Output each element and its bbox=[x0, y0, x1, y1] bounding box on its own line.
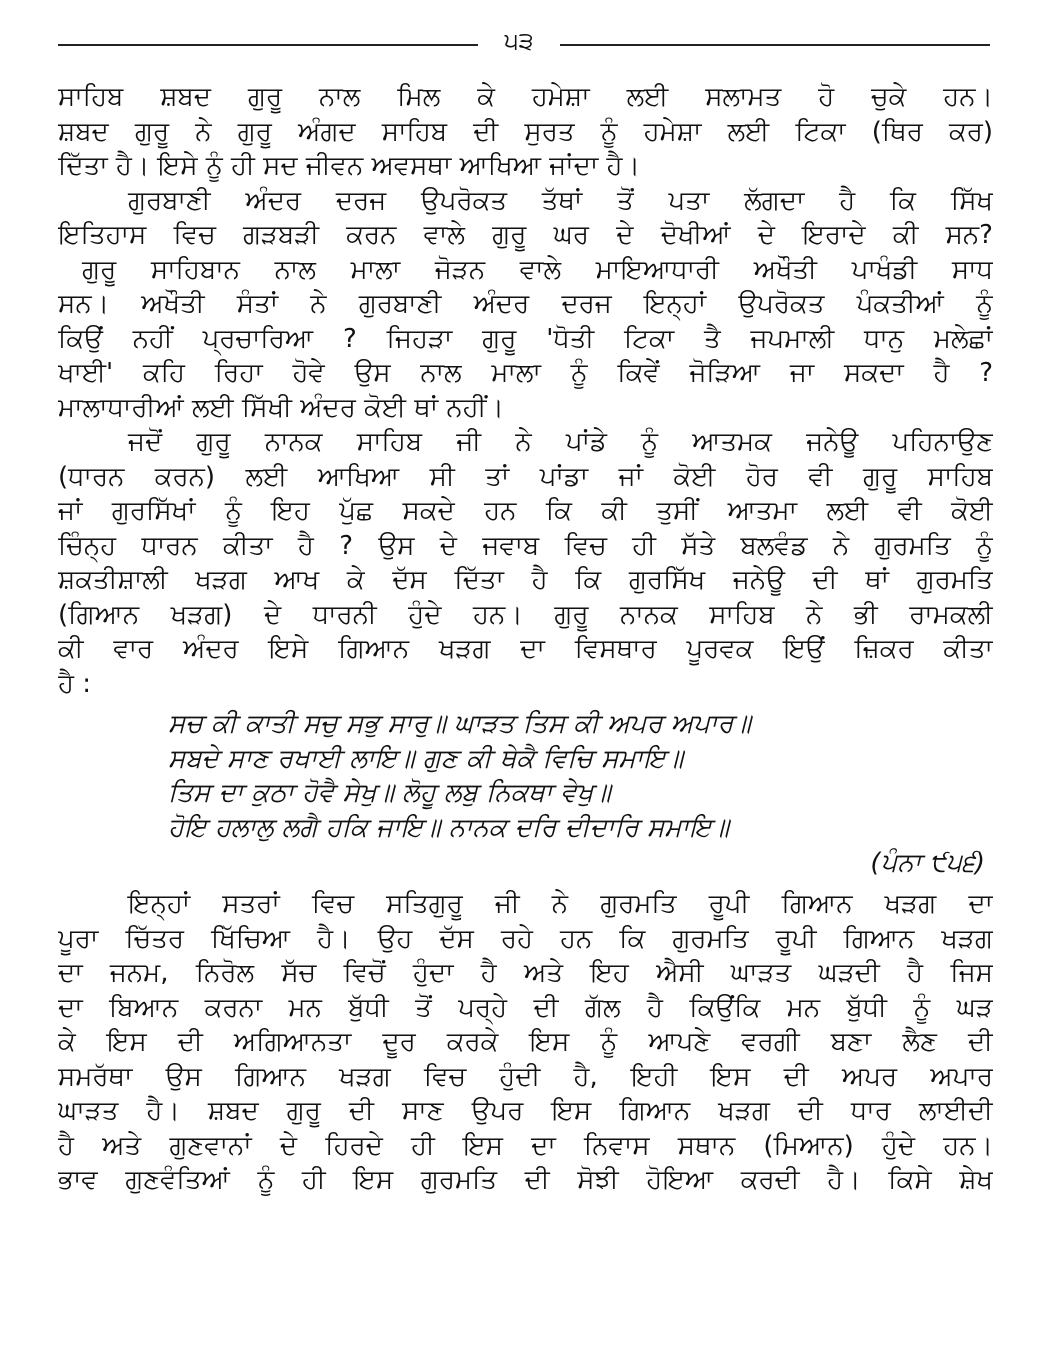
paragraph-5 bbox=[58, 887, 993, 1198]
text-line: ਗੁਰੂ ਸਾਹਿਬਾਨ ਨਾਲ ਮਾਲਾ ਜੋੜਨ ਵਾਲੇ ਮਾਇਆਧਾਰੀ ਅਖੌਤੀ ਪਾਖੰਡੀ ਸਾਧ bbox=[82, 254, 993, 285]
verse-line: ਹੋਇ ਹਲਾਲੁ ਲਗੈ ਹਕਿ ਜਾਇ॥ ਨਾਨਕ ਦਰਿ ਦੀਦਾਰਿ ਸਮਾਇ॥ bbox=[168, 812, 730, 843]
paragraph-2 bbox=[58, 184, 993, 253]
text-line: ਕਿਉਂ ਨਹੀਂ ਪ੍ਰਚਾਰਿਆ ? ਜਿਹੜਾ ਗੁਰੂ 'ਧੋਤੀ ਟਿਕਾ ਤੈ ਜਪਮਾਲੀ ਧਾਨੁ ਮਲੇਛਾਂ bbox=[58, 323, 993, 354]
header-rule-right bbox=[560, 44, 990, 46]
text-line: ਜਦੋਂ ਗੁਰੂ ਨਾਨਕ ਸਾਹਿਬ ਜੀ ਨੇ ਪਾਂਡੇ ਨੂੰ ਆਤਮਕ ਜਨੇਊ ਪਹਿਨਾਉਣ bbox=[128, 427, 993, 457]
text-line: ਦਾ ਜਨਮ, ਨਿਰੋਲ ਸੱਚ ਵਿਚੋਂ ਹੁੰਦਾ ਹੈ ਅਤੇ ਇਹ ਐਸੀ ਘਾੜਤ ਘੜਦੀ ਹੈ ਜਿਸ bbox=[58, 958, 993, 988]
text-line: (ਗਿਆਨ ਖੜਗ) ਦੇ ਧਾਰਨੀ ਹੁੰਦੇ ਹਨ। ਗੁਰੂ ਨਾਨਕ ਸਾਹਿਬ ਨੇ ਭੀ ਰਾਮਕਲੀ bbox=[58, 599, 993, 630]
verse-line: ਸਬਦੇ ਸਾਣ ਰਖਾਈ ਲਾਇ॥ ਗੁਣ ਕੀ ਥੇਕੈ ਵਿਚਿ ਸਮਾਇ॥ bbox=[168, 743, 684, 774]
text-line: ਖਾਈ' ਕਹਿ ਰਿਹਾ ਹੋਵੇ ਉਸ ਨਾਲ ਮਾਲਾ ਨੂੰ ਕਿਵੇਂ ਜੋੜਿਆ ਜਾ ਸਕਦਾ ਹੈ ? bbox=[58, 358, 993, 388]
text-line: ਸਨ। ਅਖੌਤੀ ਸੰਤਾਂ ਨੇ ਗੁਰਬਾਣੀ ਅੰਦਰ ਦਰਜ ਇਨ੍ਹਾਂ ਉਪਰੋਕਤ ਪੰਕਤੀਆਂ ਨੂੰ bbox=[58, 289, 993, 319]
text-line: ਚਿੰਨ੍ਹ ਧਾਰਨ ਕੀਤਾ ਹੈ ? ਉਸ ਦੇ ਜਵਾਬ ਵਿਚ ਹੀ ਸੱਤੇ ਬਲਵੰਡ ਨੇ ਗੁਰਮਤਿ ਨੂੰ bbox=[58, 530, 993, 561]
text-line: ਹੈ : bbox=[58, 668, 91, 699]
verse-line: ਸਚ ਕੀ ਕਾਤੀ ਸਚੁ ਸਭੁ ਸਾਰੁ॥ ਘਾੜਤ ਤਿਸ ਕੀ ਅਪਰ ਅਪਾਰ॥ bbox=[168, 709, 751, 739]
text-line: ਪੂਰਾ ਚਿੱਤਰ ਖਿੱਚਿਆ ਹੈ। ਉਹ ਦੱਸ ਰਹੇ ਹਨ ਕਿ ਗੁਰਮਤਿ ਰੂਪੀ ਗਿਆਨ ਖੜਗ bbox=[58, 923, 993, 954]
text-line: ਸਾਹਿਬ ਸ਼ਬਦ ਗੁਰੂ ਨਾਲ ਮਿਲ ਕੇ ਹਮੇਸ਼ਾ ਲਈ ਸਲਾਮਤ ਹੋ ਚੁਕੇ ਹਨ। bbox=[58, 82, 993, 112]
page-number: ੫੩ bbox=[504, 27, 534, 55]
text-line: ਇਨ੍ਹਾਂ ਸਤਰਾਂ ਵਿਚ ਸਤਿਗੁਰੂ ਜੀ ਨੇ ਗੁਰਮਤਿ ਰੂਪੀ ਗਿਆਨ ਖੜਗ ਦਾ bbox=[128, 889, 993, 919]
text-line: ਘਾੜਤ ਹੈ। ਸ਼ਬਦ ਗੁਰੂ ਦੀ ਸਾਣ ਉਪਰ ਇਸ ਗਿਆਨ ਖੜਗ ਦੀ ਧਾਰ ਲਾਈਦੀ bbox=[58, 1096, 993, 1126]
text-line: ਸਮਰੱਥਾ ਉਸ ਗਿਆਨ ਖੜਗ ਵਿਚ ਹੁੰਦੀ ਹੈ, ਇਹੀ ਇਸ ਦੀ ਅਪਰ ਅਪਾਰ bbox=[58, 1061, 993, 1092]
text-line: (ਧਾਰਨ ਕਰਨ) ਲਈ ਆਖਿਆ ਸੀ ਤਾਂ ਪਾਂਡਾ ਜਾਂ ਕੋਈ ਹੋਰ ਵੀ ਗੁਰੂ ਸਾਹਿਬ bbox=[58, 461, 993, 492]
paragraph-1 bbox=[58, 80, 993, 184]
page-header bbox=[0, 22, 1040, 62]
page-body bbox=[58, 80, 993, 1198]
text-line: ਦਿੱਤਾ ਹੈ। ਇਸੇ ਨੂੰ ਹੀ ਸਦ ਜੀਵਨ ਅਵਸਥਾ ਆਖਿਆ ਜਾਂਦਾ ਹੈ। bbox=[58, 151, 641, 181]
text-line: ਗੁਰਬਾਣੀ ਅੰਦਰ ਦਰਜ ਉਪਰੋਕਤ ਤੱਥਾਂ ਤੋਂ ਪਤਾ ਲੱਗਦਾ ਹੈ ਕਿ ਸਿੱਖ bbox=[128, 185, 993, 216]
text-line: ਕੇ ਇਸ ਦੀ ਅਗਿਆਨਤਾ ਦੂਰ ਕਰਕੇ ਇਸ ਨੂੰ ਆਪਣੇ ਵਰਗੀ ਬਣਾ ਲੈਣ ਦੀ bbox=[58, 1027, 993, 1057]
text-line: ਦਾ ਬਿਆਨ ਕਰਨਾ ਮਨ ਬੁੱਧੀ ਤੋਂ ਪਰ੍ਹੇ ਦੀ ਗੱਲ ਹੈ ਕਿਉਂਕਿ ਮਨ ਬੁੱਧੀ ਨੂੰ ਘੜ bbox=[58, 992, 993, 1023]
verse-page-reference: (ਪੰਨਾ ੯੫੬) bbox=[870, 848, 985, 878]
text-line: ਹੈ ਅਤੇ ਗੁਣਵਾਨਾਂ ਦੇ ਹਿਰਦੇ ਹੀ ਇਸ ਦਾ ਨਿਵਾਸ ਸਥਾਨ (ਮਿਆਨ) ਹੁੰਦੇ ਹਨ। bbox=[58, 1130, 993, 1161]
paragraph-4 bbox=[58, 425, 993, 701]
text-line: ਕੀ ਵਾਰ ਅੰਦਰ ਇਸੇ ਗਿਆਨ ਖੜਗ ਦਾ ਵਿਸਥਾਰ ਪੂਰਵਕ ਇਉਂ ਜ਼ਿਕਰ ਕੀਤਾ bbox=[58, 634, 993, 664]
verse-line: ਤਿਸ ਦਾ ਕੁਠਾ ਹੋਵੈ ਸੇਖੁ॥ ਲੋਹੂ ਲਬੁ ਨਿਕਥਾ ਵੇਖੁ॥ bbox=[168, 778, 611, 808]
text-line: ਸ਼ਕਤੀਸ਼ਾਲੀ ਖੜਗ ਆਖ ਕੇ ਦੱਸ ਦਿੱਤਾ ਹੈ ਕਿ ਗੁਰਸਿੱਖ ਜਨੇਊ ਦੀ ਥਾਂ ਗੁਰਮਤਿ bbox=[58, 565, 993, 595]
header-rule-left bbox=[58, 44, 478, 46]
text-line: ਸ਼ਬਦ ਗੁਰੂ ਨੇ ਗੁਰੂ ਅੰਗਦ ਸਾਹਿਬ ਦੀ ਸੁਰਤ ਨੂੰ ਹਮੇਸ਼ਾ ਲਈ ਟਿਕਾ (ਥਿਰ ਕਰ) bbox=[58, 116, 993, 147]
paragraph-3 bbox=[58, 253, 993, 426]
text-line: ਭਾਵ ਗੁਣਵੰਤਿਆਂ ਨੂੰ ਹੀ ਇਸ ਗੁਰਮਤਿ ਦੀ ਸੋਝੀ ਹੋਇਆ ਕਰਦੀ ਹੈ। ਕਿਸੇ ਸ਼ੇਖ bbox=[58, 1165, 993, 1195]
text-line: ਮਾਲਾਧਾਰੀਆਂ ਲਈ ਸਿੱਖੀ ਅੰਦਰ ਕੋਈ ਥਾਂ ਨਹੀਂ। bbox=[58, 392, 504, 423]
text-line: ਜਾਂ ਗੁਰਸਿੱਖਾਂ ਨੂੰ ਇਹ ਪੁੱਛ ਸਕਦੇ ਹਨ ਕਿ ਕੀ ਤੁਸੀਂ ਆਤਮਾ ਲਈ ਵੀ ਕੋਈ bbox=[58, 496, 993, 526]
verse-block bbox=[58, 707, 993, 881]
text-line: ਇਤਿਹਾਸ ਵਿਚ ਗੜਬੜੀ ਕਰਨ ਵਾਲੇ ਗੁਰੂ ਘਰ ਦੇ ਦੋਖੀਆਂ ਦੇ ਇਰਾਦੇ ਕੀ ਸਨ? bbox=[58, 220, 993, 250]
